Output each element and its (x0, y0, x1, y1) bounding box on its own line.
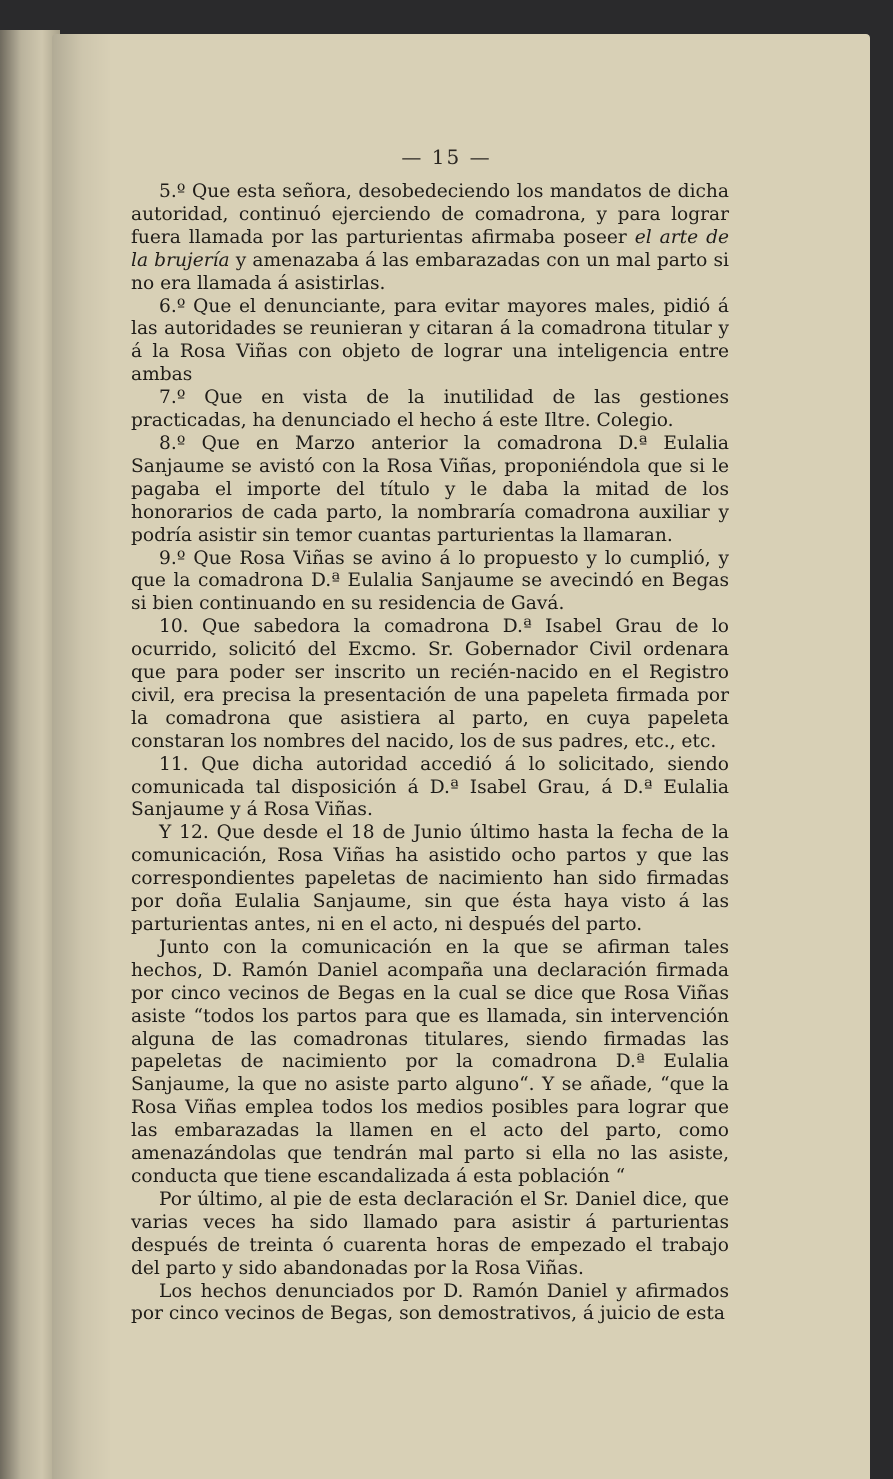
paragraph-9: 9.º Que Rosa Viñas se avino á lo propuesto y lo cumplió, y que la comadrona D.ª Eulalia Sanjaume se avecindó en Begas si bien continuando en su residencia de Gavá. (131, 547, 729, 615)
body-text (131, 181, 729, 1326)
paragraph-11: 11. Que dicha autoridad accedió á lo solicitado, siendo comunicada tal disposición á D.ª Isabel Grau, á D.ª Eulalia Sanjaume y á Rosa Viñas. (131, 753, 729, 821)
paragraph-8: 8.º Que en Marzo anterior la comadrona D.ª Eulalia Sanjaume se avistó con la Rosa Viñas, proponiéndola que si le pagaba el importe del título y le daba la mitad de los honorarios de cada parto, la nombraría comadrona auxiliar y podría asistir sin temor cuantas parturientas la llamaran. (131, 432, 729, 546)
paragraph-declaration: Junto con la comunicación en la que se afirman tales hechos, D. Ramón Daniel acompaña una declaración firmada por cinco vecinos de Begas en la cual se dice que Rosa Viñas asiste “todos los partos para que es llamada, sin intervención alguna de las comadronas titulares, siendo firmadas las papeletas de nacimiento por la comadrona D.ª Eulalia Sanjaume, la que no asiste parto alguno“. Y se añade, “que la Rosa Viñas emplea todos los medios posibles para lograr que las embarazadas la llamen en el acto del parto, como amenazándolas que tendrán mal parto si ella no las asiste, conducta que tiene escandalizada á esta población “ (131, 936, 729, 1187)
paragraph-7: 7.º Que en vista de la inutilidad de las gestiones practicadas, ha denunciado el hecho á este Iltre. Colegio. (131, 387, 729, 432)
paragraph-6: 6.º Que el denunciante, para evitar mayores males, pidió á las autoridades se reunieran y citaran á la comadrona titular y á la Rosa Viñas con objeto de lograr una inteligencia entre ambas (131, 295, 729, 386)
page-number: — 15 — (401, 145, 492, 169)
facing-page-edge (0, 30, 60, 1479)
paragraph-10: 10. Que sabedora la comadrona D.ª Isabel Grau de lo ocurrido, solicitó del Excmo. Sr. Gobernador Civil ordenara que para poder ser inscrito un recién-nacido en el Registro civil, era precisa la presentación de una papeleta firmada por la comadrona que asistiera al parto, en cuya papeleta constaran los nombres del nacido, los de sus padres, etc., etc. (131, 616, 729, 752)
paragraph-hechos: Los hechos denunciados por D. Ramón Daniel y afirmados por cinco vecinos de Begas, son demostrativos, á juicio de esta (131, 1280, 729, 1325)
paragraph-5: 5.º Que esta señora, desobedeciendo los mandatos de dicha autoridad, continuó ejerciendo de comadrona, y para lograr fuera llamada por las parturientas afirmaba poseer el arte de la brujería y amenazaba á las embarazadas con un mal parto si no era llamada á asistirlas. (131, 181, 729, 294)
paragraph-12: Y 12. Que desde el 18 de Junio último hasta la fecha de la comunicación, Rosa Viñas ha asistido ocho partos y que las correspondientes papeletas de nacimiento han sido firmadas por doña Eulalia Sanjaume, sin que ésta haya visto á las parturientas antes, ni en el acto, ni después del parto. (131, 822, 729, 935)
paragraph-por-ultimo: Por último, al pie de esta declaración el Sr. Daniel dice, que varias veces ha sido llamado para asistir á parturientas después de treinta ó cuarenta horas de empezado el trabajo del parto y sido abandonadas por la Rosa Viñas. (131, 1188, 729, 1279)
italic-phrase: el arte de la brujería (131, 226, 729, 271)
